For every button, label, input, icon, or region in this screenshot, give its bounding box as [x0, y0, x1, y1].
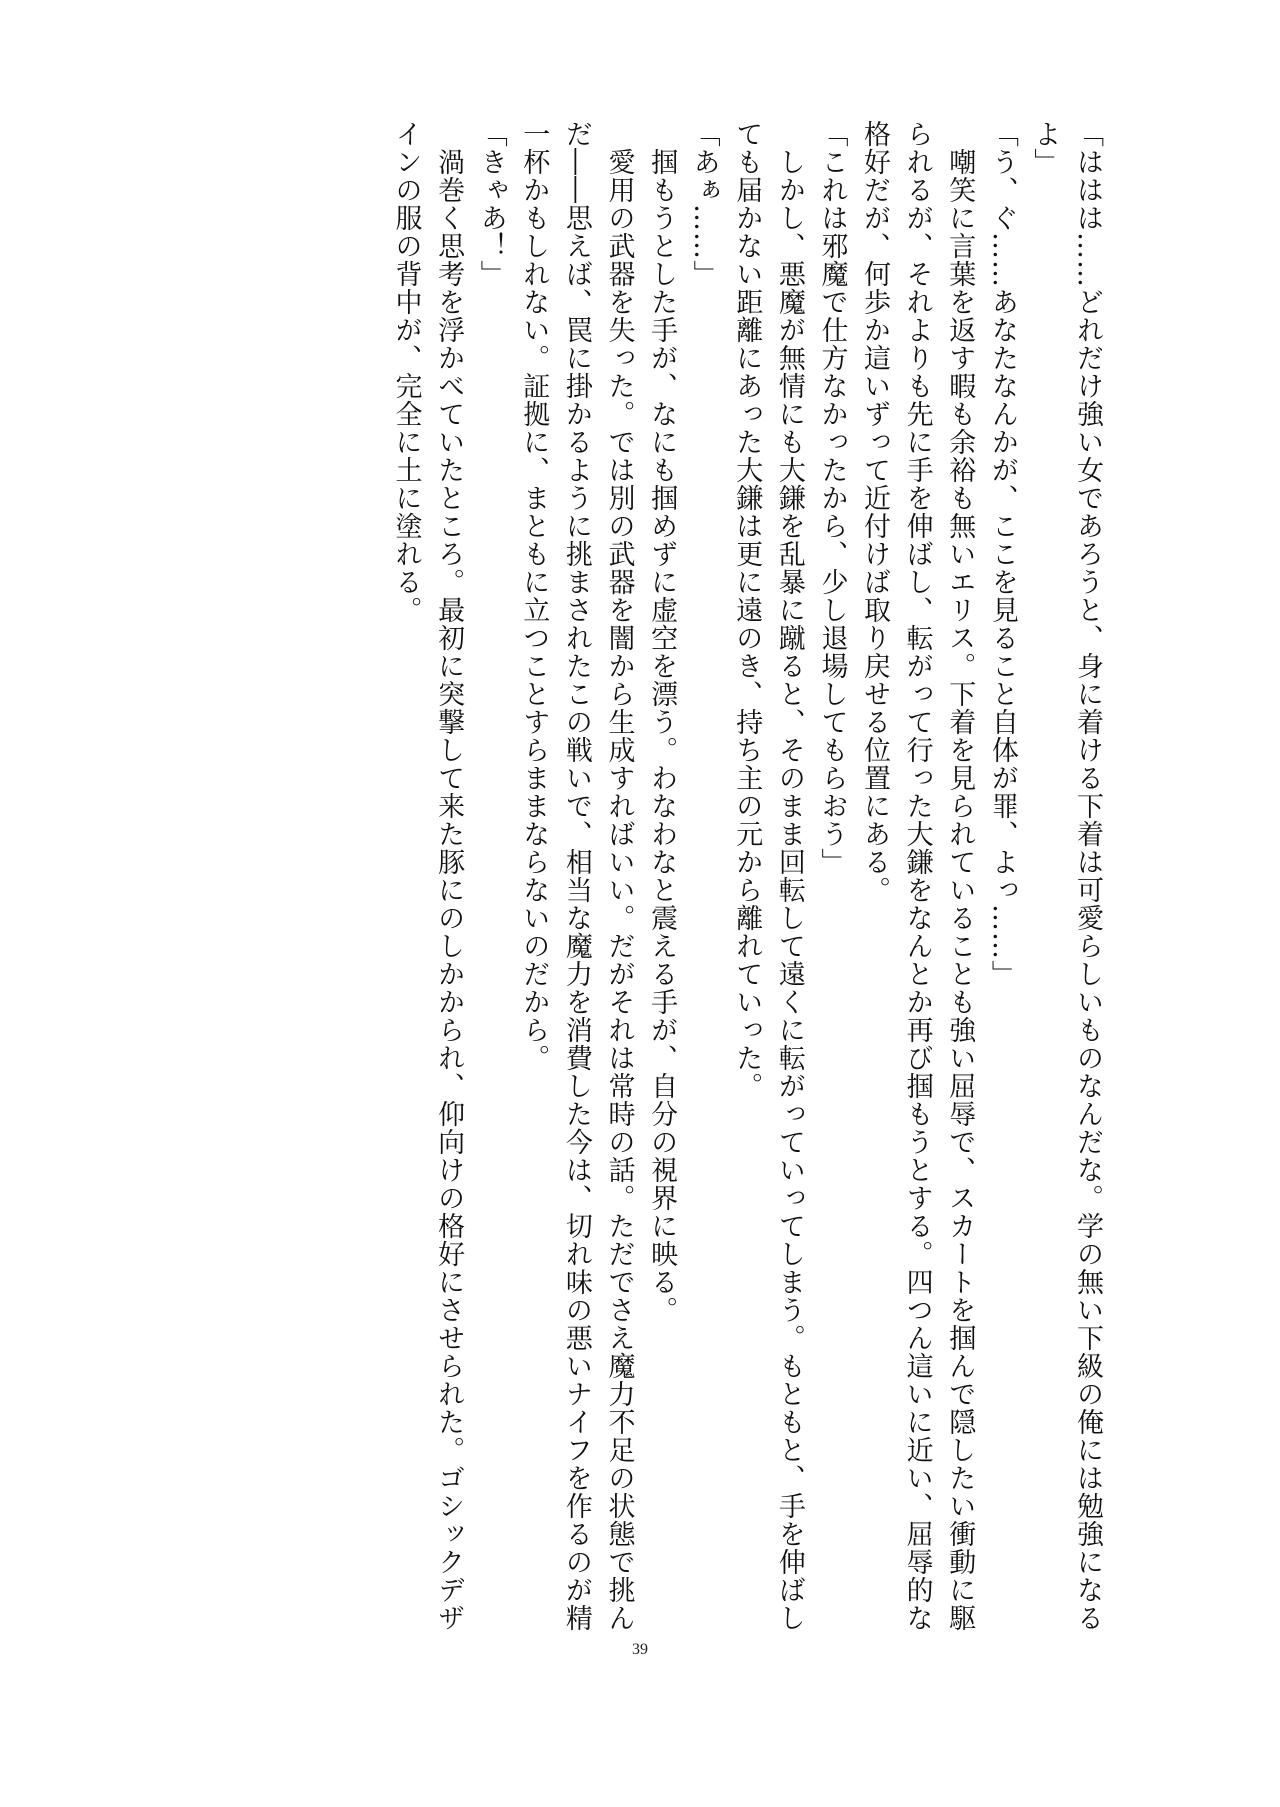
text-line: 嘲笑に言葉を返す暇も余裕も無いエリス。下着を見られていることも強い屈辱で、スカートを掴んで隠したい衝動に駆: [944, 120, 976, 1632]
text-line: 渦巻く思考を浮かべていたところ。最初に突撃して来た豚にのしかかられ、仰向けの格好にさせられた。ゴシックデザ: [433, 120, 465, 1632]
text-line: 「きゃあ！」: [475, 120, 507, 288]
text-line: しかし、悪魔が無情にも大鎌を乱暴に蹴ると、そのまま回転して遠くに転がっていってしまう。もともと、手を伸ばし: [773, 120, 805, 1632]
text-line: 「これは邪魔で仕方なかったから、少し退場してもらおう」: [816, 120, 848, 876]
text-line: 格好だが、何歩か這いずって近付けば取り戻せる位置にある。: [859, 120, 891, 904]
text-line: られるが、それよりも先に手を伸ばし、転がって行った大鎌をなんとか再び掴もうとする。四つん這いに近い、屈辱的な: [901, 120, 933, 1632]
text-line: ても届かない距離にあった大鎌は更に遠のき、持ち主の元から離れていった。: [731, 120, 763, 1100]
text-line: 掴もうとした手が、なにも掴めずに虚空を漂う。わなわなと震える手が、自分の視界に映る。: [646, 120, 678, 1324]
text-line: 「ははは……どれだけ強い女であろうと、身に着ける下着は可愛らしいものなんだな。学の無い下級の俺には勉強になる: [1072, 120, 1103, 1632]
text-line: 「あぁ……」: [688, 120, 720, 288]
text-line: 「う、ぐ……あなたなんかが、ここを見ること自体が罪、よっ……」: [986, 120, 1018, 988]
text-line: 愛用の武器を失った。では別の武器を闇から生成すればいい。だがそれは常時の話。ただでさえ魔力不足の状態で挑ん: [603, 120, 635, 1632]
text-line: だ――思えば、罠に掛かるように挑まされたこの戦いで、相当な魔力を消費した今は、切れ味の悪いナイフを作るのが精: [560, 120, 592, 1632]
page-number: 39: [632, 1641, 648, 1658]
text-line: よ」: [1029, 120, 1061, 176]
vertical-body-text: [384, 120, 1108, 1632]
text-line: インの服の背中が、完全に土に塗れる。: [390, 120, 422, 624]
text-line: 一杯かもしれない。証拠に、まともに立つことすらままならないのだから。: [518, 120, 550, 1072]
